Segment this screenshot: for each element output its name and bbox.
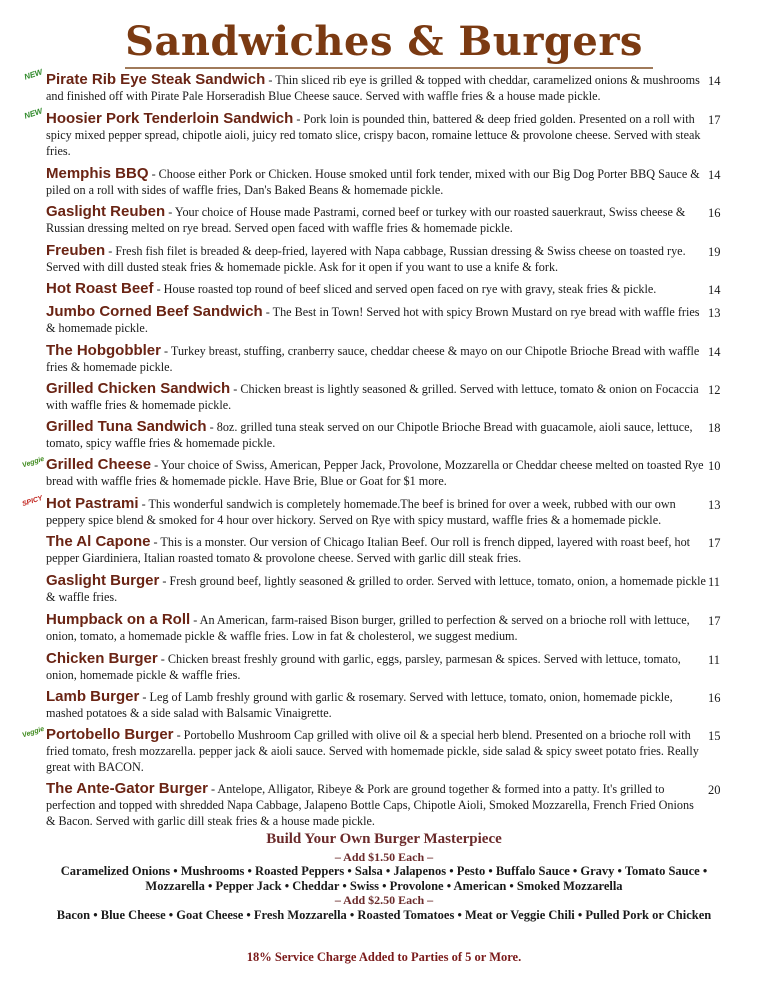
- item-price: 19: [708, 245, 721, 259]
- veggie-badge-icon: Veggie: [21, 455, 46, 470]
- new-badge-icon: NEW: [23, 67, 44, 82]
- item-price: 16: [708, 206, 721, 220]
- item-name: Lamb Burger: [46, 688, 140, 705]
- item-price: 16: [708, 691, 721, 705]
- item-description: - Chicken breast freshly ground with garlic, eggs, parsley, parmesan & spices. Served with lettuce, tomato, onion, homemade pickle & waffle fries.: [46, 652, 681, 682]
- item-price: 10: [708, 459, 721, 473]
- tier2-toppings-line1: Bacon • Blue Cheese • Goat Cheese • Fresh Mozzarella • Roasted Tomatoes • Meat or Veggie Chili • Pulled Pork or Chicken: [56, 908, 712, 922]
- item-name: Memphis BBQ: [46, 165, 149, 182]
- new-badge-icon: NEW: [23, 106, 44, 121]
- menu-item: [46, 573, 706, 605]
- item-price: 13: [708, 306, 721, 320]
- item-description: - Chicken breast is lightly seasoned & grilled. Served with lettuce, tomato & onion on Focaccia with waffle fries & homemade pickle.: [46, 382, 699, 412]
- menu-item: [46, 496, 706, 528]
- menu-item: [46, 651, 706, 683]
- item-description: - An American, farm-raised Bison burger, grilled to perfection & served on a brioche roll with lettuce, onion, tomato, a homemade pickle & waffle fries. Low in fat & cholesterol, we suggest medium.: [46, 613, 690, 643]
- tier1-toppings-line1: Caramelized Onions • Mushrooms • Roasted Peppers • Salsa • Jalapenos • Pesto • Buffalo Sauce • Gravy • Tomato Sauce •: [60, 864, 708, 878]
- build-your-own-heading: Build Your Own Burger Masterpiece: [266, 831, 502, 847]
- item-name: Chicken Burger: [46, 650, 158, 667]
- item-price: 17: [708, 614, 721, 628]
- item-description: - Turkey breast, stuffing, cranberry sauce, cheddar cheese & mayo on our Chipotle Brioche Bread with waffle fries & homemade pickle.: [46, 344, 700, 374]
- item-price: 11: [708, 653, 721, 667]
- item-price: 13: [708, 498, 721, 512]
- item-price: 17: [708, 536, 721, 550]
- item-name: Freuben: [46, 242, 106, 259]
- menu-item: [46, 204, 706, 236]
- item-description: - Antelope, Alligator, Ribeye & Pork are ground together & formed into a patty. It's grilled to perfection and topped with shredded Napa Cabbage, Jalapeno Bottle Caps, Chipotle Aioli, Smoked Mozzarella, French Fried Onions & Bacon. Served with garlic dill steak fries & a house made pickle.: [46, 782, 694, 828]
- item-price: 15: [708, 729, 721, 743]
- menu-item: [46, 243, 706, 275]
- item-description: - 8oz. grilled tuna steak served on our Chipotle Brioche Bread with guacamole, aioli sauce, lettuce, tomato, spicy waffle fries & homemade pickle.: [46, 420, 693, 450]
- menu-item: [46, 689, 706, 721]
- item-description: - House roasted top round of beef sliced and served open faced on rye with gravy, steak fries & pickle.: [153, 282, 657, 296]
- item-description: - Choose either Pork or Chicken. House smoked until fork tender, mixed with our Big Dog Porter BBQ Sauce & piled on a roll with sides of waffle fries, Dan's Baked Beans & homemade pickle.: [46, 167, 700, 197]
- page-title: Sandwiches & Burgers: [125, 18, 643, 65]
- item-description: - This is a monster. Our version of Chicago Italian Beef. Our roll is french dipped, layered with roast beef, hot pepper Giardiniera, Italian roasted tomato & provolone cheese. Served with garlic dill steak fries.: [46, 535, 691, 565]
- item-name: The Hobgobbler: [46, 342, 161, 359]
- item-name: Portobello Burger: [46, 726, 174, 743]
- item-price: 14: [708, 345, 721, 359]
- item-description: - Your choice of House made Pastrami, corned beef or turkey with our roasted sauerkraut, Swiss cheese & Russian dressing melted on rye bread. Served open faced with waffle fries & homemade pickle.: [46, 205, 686, 235]
- item-description: - Fresh ground beef, lightly seasoned & grilled to order. Served with lettuce, tomato, onion, a homemade pickle & waffle fries.: [46, 574, 706, 604]
- item-name: The Al Capone: [46, 533, 151, 550]
- item-price: 14: [708, 74, 721, 88]
- title-divider: [125, 67, 653, 69]
- service-charge-note: 18% Service Charge Added to Parties of 5 or More.: [246, 950, 522, 964]
- menu-item: [46, 281, 706, 297]
- menu-item: [46, 457, 706, 489]
- menu-item: [46, 381, 706, 413]
- item-name: Pirate Rib Eye Steak Sandwich: [46, 71, 266, 88]
- item-description: - This wonderful sandwich is completely homemade.The beef is brined for over a week, rubbed with our own peppery spice blend & smoked for 4 hour over hickory. Served on Rye with spicy mustard, waffle fries & a homemade pickle.: [46, 497, 676, 527]
- item-name: Gaslight Burger: [46, 572, 160, 589]
- item-name: Hot Pastrami: [46, 495, 139, 512]
- menu-item: [46, 166, 706, 198]
- menu-item: [46, 304, 706, 336]
- item-name: Hot Roast Beef: [46, 280, 154, 297]
- menu-item: [46, 343, 706, 375]
- spicy-badge-icon: SPICY: [21, 494, 44, 509]
- item-price: 14: [708, 283, 721, 297]
- item-description: - Your choice of Swiss, American, Pepper Jack, Provolone, Mozzarella or Cheddar cheese melted on toasted Rye bread with waffle fries & homemade pickle. Have Brie, Blue or Goat for $1 more.: [46, 458, 704, 488]
- menu-item: [46, 534, 706, 566]
- tier2-price-label: – Add $2.50 Each –: [334, 893, 434, 907]
- item-price: 20: [708, 783, 721, 797]
- tier1-price-label: – Add $1.50 Each –: [334, 850, 434, 864]
- veggie-badge-icon: Veggie: [21, 725, 46, 740]
- item-name: Jumbo Corned Beef Sandwich: [46, 303, 263, 320]
- tier1-toppings-line2: Mozzarella • Pepper Jack • Cheddar • Swiss • Provolone • American • Smoked Mozzarella: [145, 879, 623, 893]
- menu-item: [46, 419, 706, 451]
- item-name: The Ante-Gator Burger: [46, 780, 208, 797]
- menu-item: [46, 781, 706, 829]
- item-description: - Thin sliced rib eye is grilled & topped with cheddar, caramelized onions & mushrooms and finished off with Pirate Pale Horseradish Blue Cheese sauce. Served with waffle fries & a house made pickle.: [46, 73, 700, 103]
- item-name: Humpback on a Roll: [46, 611, 191, 628]
- item-price: 12: [708, 383, 721, 397]
- item-description: - The Best in Town! Served hot with spicy Brown Mustard on rye bread with waffle fries & homemade pickle.: [46, 305, 700, 335]
- item-name: Grilled Chicken Sandwich: [46, 380, 231, 397]
- item-description: - Leg of Lamb freshly ground with garlic & rosemary. Served with lettuce, tomato, onion, homemade pickle, mashed potatoes & a side salad with Balsamic Vinaigrette.: [46, 690, 673, 720]
- menu-item: [46, 72, 706, 104]
- item-price: 18: [708, 421, 721, 435]
- item-price: 17: [708, 113, 721, 127]
- item-description: - Pork loin is pounded thin, battered & deep fried golden. Presented on a roll with spicy mixed pepper spread, chipotle aioli, juicy red tomato slice, crispy bacon, romaine lettuce & provolone cheese. Served with steak fries.: [46, 112, 701, 158]
- menu-item: [46, 727, 706, 775]
- item-description: - Portobello Mushroom Cap grilled with olive oil & a special herb blend. Presented on a brioche roll with fried tomato, fresh mozzarella. pepper jack & aioli sauce. Served with homemade pickle, side salad & spicy sweet potato fries. Really great with BACON.: [46, 728, 699, 774]
- menu-item: [46, 612, 706, 644]
- item-name: Hoosier Pork Tenderloin Sandwich: [46, 110, 294, 127]
- item-name: Gaslight Reuben: [46, 203, 166, 220]
- item-price: 11: [708, 575, 721, 589]
- item-price: 14: [708, 168, 721, 182]
- item-name: Grilled Tuna Sandwich: [46, 418, 207, 435]
- menu-item: [46, 111, 706, 159]
- item-description: - Fresh fish filet is breaded & deep-fried, layered with Napa cabbage, Russian dressing & Swiss cheese on toasted rye. Served with dill dusted steak fries & homemade pickle. Ask for it open if you want to use a knife & fork.: [46, 244, 686, 274]
- item-name: Grilled Cheese: [46, 456, 152, 473]
